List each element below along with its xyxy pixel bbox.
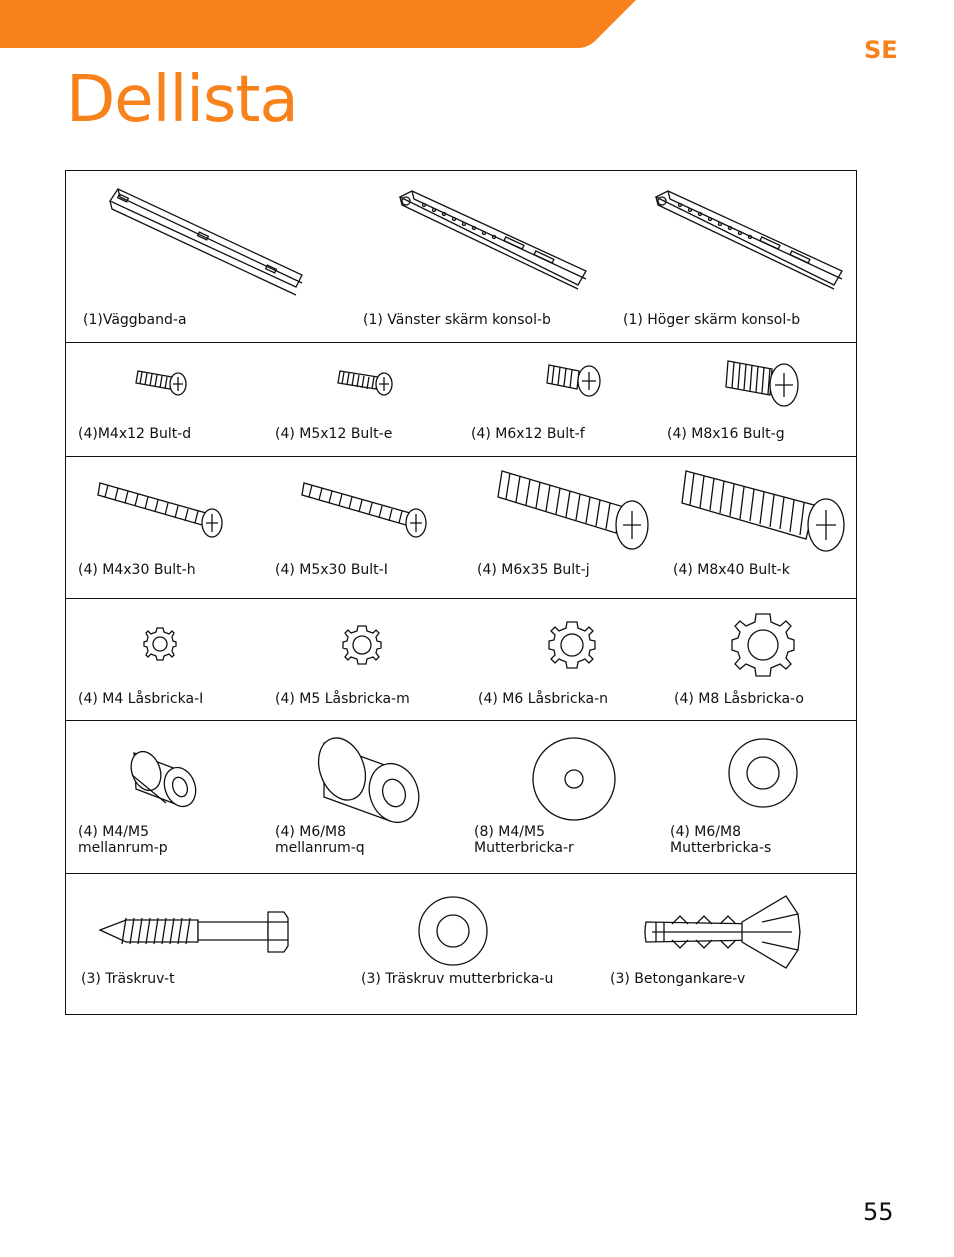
part-label: (4) M6x12 Bult-f — [471, 426, 585, 442]
part-label: (4) M8x16 Bult-g — [667, 426, 785, 442]
part-label: (3) Träskruv-t — [81, 971, 175, 987]
spacer-icon — [310, 729, 420, 829]
part-label: (4) M6 Låsbricka-n — [478, 691, 608, 707]
washer-icon — [728, 737, 798, 809]
bolt-icon — [136, 365, 188, 399]
part-label: (1)Väggband-a — [83, 312, 187, 328]
part-label: (4) M6x35 Bult-j — [477, 562, 590, 578]
part-label: (4) M4 Låsbricka-I — [78, 691, 204, 707]
part-label: (4) M8 Låsbricka-o — [674, 691, 804, 707]
part-label: (4) M6/M8 mellanrum-q — [275, 824, 365, 856]
part-label: (1) Vänster skärm konsol-b — [363, 312, 551, 328]
part-label: (4)M4x12 Bult-d — [78, 426, 192, 442]
part-label: (8) M4/M5 Mutterbricka-r — [474, 824, 574, 856]
parts-row-short-bolts — [66, 343, 856, 457]
part-label: (4) M8x40 Bult-k — [673, 562, 790, 578]
parts-row-lock-washers — [66, 599, 856, 721]
bolt-icon — [302, 479, 432, 543]
header-banner — [0, 0, 640, 48]
part-label: (4) M4/M5 mellanrum-p — [78, 824, 168, 856]
part-label: (4) M5x30 Bult-I — [275, 562, 388, 578]
wall-plate-icon — [106, 183, 306, 293]
lock-washer-icon — [143, 627, 177, 661]
parts-row-spacers — [66, 721, 856, 874]
page-title: Dellista — [66, 63, 298, 137]
part-label: (3) Betongankare-v — [610, 971, 746, 987]
bolt-icon — [726, 355, 802, 411]
lock-washer-icon — [342, 625, 382, 665]
parts-list-table — [65, 170, 857, 1015]
concrete-anchor-icon — [642, 892, 802, 970]
part-label: (4) M5 Låsbricka-m — [275, 691, 410, 707]
part-label: (4) M6/M8 Mutterbricka-s — [670, 824, 772, 856]
parts-row-anchors — [66, 874, 856, 1016]
wood-screw-icon — [98, 908, 290, 956]
spacer-icon — [126, 745, 200, 811]
part-label: (1) Höger skärm konsol-b — [623, 312, 801, 328]
language-code: SE — [864, 36, 898, 64]
bolt-icon — [98, 479, 228, 543]
lock-washer-icon — [731, 613, 795, 677]
bolt-icon — [498, 467, 654, 553]
parts-row-long-bolts — [66, 457, 856, 599]
bolt-icon — [682, 467, 848, 553]
washer-icon — [418, 896, 488, 966]
bolt-icon — [338, 365, 394, 399]
right-bracket-icon — [650, 189, 846, 291]
page-number: 55 — [863, 1198, 894, 1226]
part-label: (3) Träskruv mutterbricka-u — [361, 971, 554, 987]
parts-row-brackets — [66, 171, 856, 343]
washer-icon — [532, 737, 616, 821]
part-label: (4) M4x30 Bult-h — [78, 562, 196, 578]
left-bracket-icon — [394, 189, 590, 291]
bolt-icon — [547, 359, 603, 401]
part-label: (4) M5x12 Bult-e — [275, 426, 393, 442]
lock-washer-icon — [548, 621, 596, 669]
